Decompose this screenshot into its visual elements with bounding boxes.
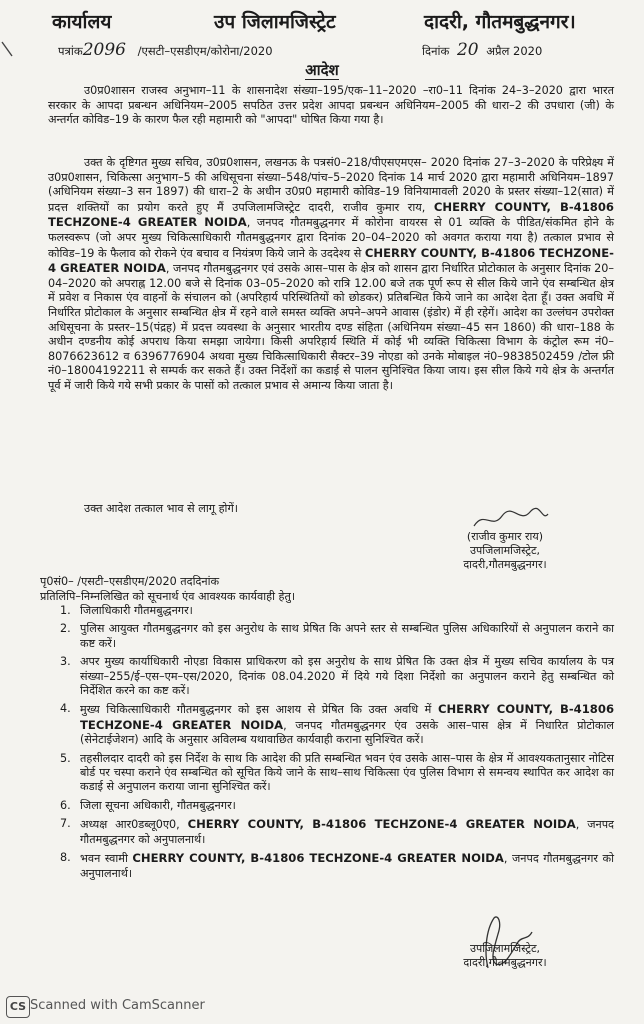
list-item-text: पुलिस आयुक्त गौतमबुद्धनगर को इस अनुरोध के साथ प्रेषित कि अपने स्तर से सम्बन्धित पुलिस अधिकारियों से अनुपालन कराने का कष्ट करें। — [80, 622, 614, 650]
signatory-place: दादरी,गौतमबुद्धनगर। — [463, 558, 547, 571]
signatory-place: दादरी,गौतमबुद्धनगर। — [463, 956, 547, 969]
list-item-text: , जनपद गौतमबुद्धनगर एंव उसके आस–पास क्षेत्र में निधारित प्रोटोकाल (सेनेटाईजेशन) आदि के अनुसार अविलम्ब यथावाछित कार्यवाही कराना सुनिश्चित करें। — [80, 718, 614, 747]
list-item-number: 5. — [60, 751, 71, 765]
authority-title: उप जिलामजिस्ट्रेट — [214, 11, 336, 33]
date-day-handwritten: 20 — [456, 40, 479, 60]
list-item-text: तहसीलदार दादरी को इस निर्देश के साथ कि आदेश की प्रति सम्बन्धित भवन एंव उसके आस–पास के क्षेत्र में आवश्यकतानुसार नोटिस बोर्ड पर चस्पा कराने एंव सम्बन्धित को सूचित किये जाने के साथ–साथ चिकित्सा एंव पुलिस विभाग से समन्वय स्थापित कर आदेश का कडाई से अनुपालन कराया जाना सुनिश्चित करें। — [80, 751, 614, 794]
list-item-number: 4. — [60, 702, 71, 716]
list-item-number: 7. — [60, 817, 71, 831]
list-item — [48, 702, 614, 747]
site-address-bold-1: CHERRY COUNTY, B-41806 TECHZONE-4 GREATER NOIDA — [48, 199, 615, 230]
signatory-name: (राजीव कुमार राय) — [466, 530, 544, 543]
margin-tick-mark — [0, 40, 14, 58]
order-paragraph-3: उक्त आदेश तत्काल भाव से लागू होगें। — [84, 502, 238, 515]
site-address-bold: CHERRY COUNTY, B-41806 TECHZONE-4 GREATER NOIDA — [187, 817, 576, 832]
list-item-number: 6. — [60, 798, 71, 812]
distribution-list — [48, 604, 614, 885]
site-address-bold-2: CHERRY COUNTY, B-41806 TECHZONE-4 GREATER NOIDA — [48, 245, 614, 276]
order-title — [0, 60, 644, 80]
para2-part-c: , जनपद गौतमबुद्धनगर में कोरोना वायरस से 01 व्यक्ति के पीडित/संकमित होने के फलस्वरूप (जो अपर मुख्य चिकित्साधिकारी गौतमबुद्धनगर द्वारा दिनांक 20–04–2020 को अवगत कराया गया है) तत्काल प्रभाव से कोविड–19 के फैलाव को रोकने एंव बचाव व नियंत्रण किये जाने के उददेश्य से — [48, 216, 614, 260]
list-item — [48, 799, 614, 813]
list-item — [48, 817, 614, 847]
list-item-text: , जनपद गौतमबुद्धनगर को अनुपालनार्थ। — [80, 852, 614, 880]
office-label: कार्यालय — [52, 11, 112, 33]
copy-reference — [40, 574, 295, 604]
list-item-text: जिलाधिकारी गौतमबुद्धनगर। — [80, 604, 193, 617]
ref-label: पत्रांक — [58, 44, 83, 58]
list-item — [48, 604, 614, 618]
list-item-text: अध्यक्ष आर0डब्लू0ए0, — [80, 818, 188, 832]
ref-number-handwritten: 2096 — [82, 40, 126, 60]
camscanner-watermark — [6, 996, 306, 1018]
camscanner-logo-icon: CS — [6, 996, 30, 1018]
list-item-number: 8. — [60, 851, 71, 865]
order-paragraph-1: उ0प्र0शासन राजस्व अनुभाग–11 के शासनादेश संख्या–195/एक–11–2020 –रा0–11 दिनांक 24–3–2020 द्वारा भारत सरकार के आपदा प्रबन्धन अधिनियम–2005 सपठित उत्तर प्रदेश आपदा प्रबन्धन अधिनियम–2005 की धारा–2 की उपधारा (जी) के अन्तर्गत कोविड–19 के कारण फैल रही महामारी को "आपदा" घोषित किया गया है। — [48, 84, 614, 127]
list-item-number: 3. — [60, 655, 71, 669]
letterhead — [0, 2, 644, 38]
ref-suffix: /एसटी–एसडीएम/कोरोना/2020 — [137, 44, 273, 58]
list-item — [48, 851, 614, 881]
site-address-bold: CHERRY COUNTY, B-41806 TECHZONE-4 GREATER NOIDA — [80, 702, 615, 732]
signature-scribble-1 — [470, 506, 550, 532]
office-place: दादरी, गौतमबुद्धनगर। — [424, 11, 576, 33]
para2-part-d: , जनपद गौतमबुद्धनगर एवं उसके आस–पास के क्षेत्र को शासन द्वारा निर्धारित प्रोटोकाल के अनुसार दिनांक 20–04–2020 को अपराह्न 12.00 बजे से दिनांक 03–05–2020 को रात्रि 12.00 बजे तक पूर्ण रूप से सील किये जाने एंव सम्बन्धित क्षेत्र में प्रवेश व निकास एंव वाहनों के संचालन को (अपरिहार्य परिस्थितियों को छोडकर) प्रतिबन्धित किये जाने का आदेश देता हूँ। उक्त अवधि में निर्धारित प्रोटोकाल के अनुसार सम्बन्धित क्षेत्र में रहने वाले समस्त व्यक्ति अपने–अपने आवास (इंडोर) में ही रहेगें। आदेश का उल्लंघन उपरोक्त अधिसूचना के प्रस्तर–15(पंद्रह) में प्रदत्त व्यवस्था के अनुसार भारतीय दण्ड संहिता (अधिनियम संख्या–45 सन 1860) की धारा–188 के अधीन दण्डनीय कोई अपराध किया समझा जायेगा। किसी अपरिहार्य स्थिति में कोई भी व्यक्ति चिकित्सा विभाग के कंट्रोल रूम नं0–8076623612 व 6396776904 अथवा मुख्य चिकित्साधिकारी सैक्टर–39 नोएडा को उनके मोबाइल नं0–9838502459 /टोल फ्री नं0–18004192211 से सम्पर्क कर सकते हैं। उक्त निर्देशों का कडाई से पालन सुनिश्चित किया जाय। इस सील किये गये क्षेत्र के अन्तर्गत पूर्व में जारी किये गये सभी प्रकार के पासों को तत्काल प्रभाव से अमान्य किया जाता है। — [48, 262, 614, 392]
order-paragraph-2 — [48, 156, 614, 394]
copy-ref-heading: प्रतिलिपि–निम्नलिखित को सूचनार्थ एंव आवश्यक कार्यवाही हेतु। — [40, 590, 296, 603]
list-item-text: अपर मुख्य कार्याधिकारी नोएडा विकास प्राधिकरण को इस अनुरोध के साथ प्रेषित कि उक्त क्षेत्र में मुख्य सचिव कार्यालय के पत्र संख्या–255/ई–एस–एम–एस/2020, दिनांक 08.04.2020 में दिये गये दिशा निर्देशो का अनुपालन कराने हेतु सम्बन्धित को निर्देशित करने का कष्ट करें। — [80, 655, 614, 698]
signatory-designation: उपजिलामजिस्ट्रेट, — [469, 942, 541, 955]
site-address-bold: CHERRY COUNTY, B-41806 TECHZONE-4 GREATER NOIDA — [132, 851, 504, 866]
signature-block-2 — [430, 942, 580, 970]
reference-number — [58, 40, 273, 60]
date-label: दिनांक — [422, 44, 450, 58]
order-date — [422, 40, 542, 60]
list-item-number: 1. — [60, 604, 71, 617]
list-item — [48, 752, 614, 795]
list-item-text: मुख्य चिकित्साधिकारी गौतमबुद्धनगर को इस आशय से प्रेषित कि उक्त अवधि में — [80, 703, 438, 717]
list-item-number: 2. — [60, 622, 71, 636]
list-item-text: जिला सूचना अधिकारी, गौतमबुद्धनगर। — [80, 798, 236, 812]
para2-part-a: उक्त के दृष्टिगत मुख्य सचिव, उ0प्र0शासन, लखनऊ के पत्रसं0–218/पीएसएमएस– 2020 दिनांक 27–3–2020 के परिप्रेक्ष्य में उ0प्र0शासन, चिकित्सा अनुभाग–5 की अधिसूचना संख्या–548/पांच–5–2020 दिनांक 14 मार्च 2020 द्वारा महामारी अधिनियम–1897 (अधिनियम संख्या–3 सन 1897) की धारा–2 के अधीन उ0प्र0 महामारी कोविड–19 विनियामावली 2020 के प्रस्तर संख्या–12(सात) में प्रदत्त शक्तियों का प्रयोग करते हुए मैं उपजिलामजिस्ट्रेट दादरी, राजीव कुमार राय, — [48, 156, 614, 214]
list-item — [48, 622, 614, 651]
camscanner-text: Scanned with CamScanner — [30, 998, 205, 1013]
signatory-designation: उपजिलामजिस्ट्रेट, — [469, 544, 541, 557]
list-item-text: , जनपद गौतमबुद्धनगर को अनुपालनार्थ। — [80, 818, 614, 846]
list-item — [48, 655, 614, 698]
date-month-year: अप्रैल 2020 — [486, 44, 543, 58]
list-item-text: भवन स्वामी — [80, 852, 133, 866]
order-title-text: आदेश — [305, 61, 339, 79]
signature-block-1 — [420, 530, 590, 572]
copy-ref-number: पृ0सं0– /एसटी–एसडीएम/2020 तददिनांक — [40, 575, 220, 588]
